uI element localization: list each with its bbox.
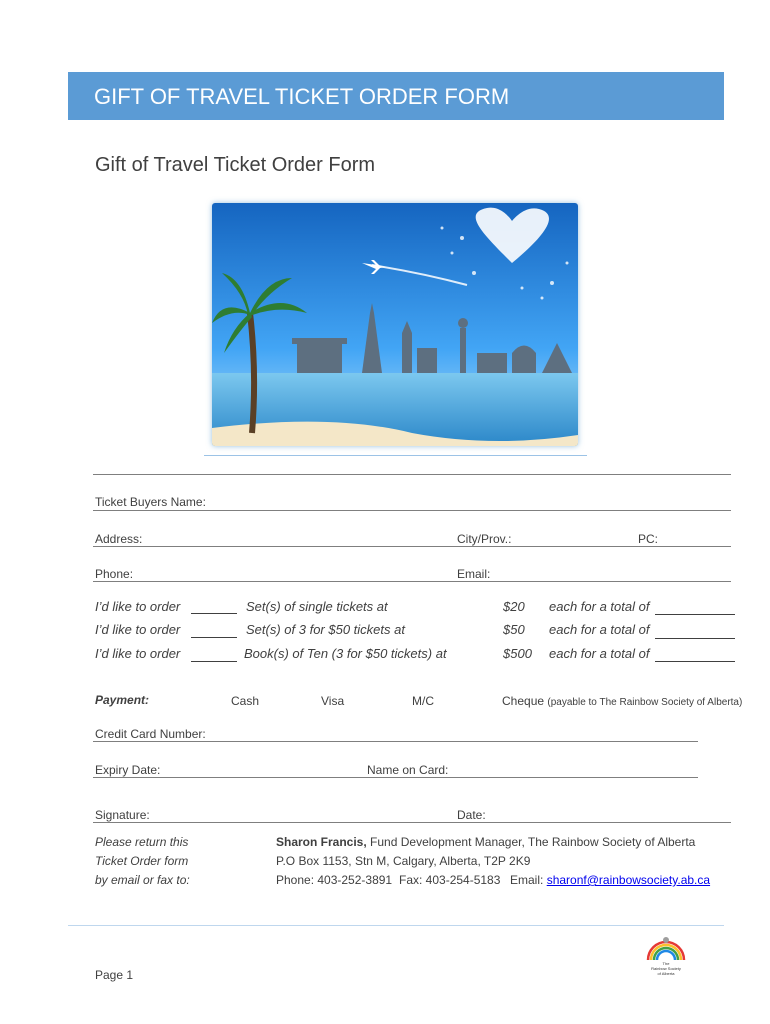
contact-email-label: Email: [510, 873, 544, 887]
phone-email-field[interactable] [93, 581, 731, 582]
payment-cash-option[interactable]: Cash [231, 694, 260, 708]
buyer-name-field[interactable] [93, 510, 731, 511]
card-number-field[interactable] [93, 741, 698, 742]
order-row-3-qty-field[interactable] [191, 661, 237, 662]
order-row-1-total-field[interactable] [655, 614, 735, 615]
address-label: Address: [95, 532, 143, 546]
order-row-1-prefix: I’d like to order [95, 599, 181, 614]
cheque-label: Cheque [502, 694, 545, 708]
payment-label: Payment: [95, 693, 150, 707]
order-row-1-item: Set(s) of single tickets at [246, 599, 388, 614]
pc-label: PC: [638, 532, 659, 546]
rainbow-society-logo [644, 932, 688, 980]
phone-label: Phone: [95, 567, 134, 581]
contact-name-line [276, 835, 695, 849]
order-row-2-qty-field[interactable] [191, 637, 237, 638]
date-label: Date: [457, 808, 486, 822]
order-row-1-suffix: each for a total of [549, 599, 650, 614]
city-label: City/Prov.: [457, 532, 512, 546]
email-label: Email: [457, 567, 491, 581]
contact-email-line [510, 873, 710, 887]
return-line-2: Ticket Order form [95, 854, 189, 868]
page-number: Page 1 [95, 968, 134, 982]
page-title: Gift of Travel Ticket Order Form [95, 154, 376, 176]
payment-cheque-option[interactable] [502, 694, 742, 708]
order-row-2-suffix: each for a total of [549, 622, 650, 637]
banner-title: GIFT OF TRAVEL TICKET ORDER FORM [94, 84, 510, 109]
order-row-1-price: $20 [503, 599, 525, 614]
order-row-3-total-field[interactable] [655, 661, 735, 662]
order-row-3-item: Book(s) of Ten (3 for $50 tickets) at [244, 646, 447, 661]
order-row-3-price: $500 [503, 646, 532, 661]
section-divider [93, 474, 731, 475]
signature-label: Signature: [95, 808, 150, 822]
contact-fax: Fax: 403-254-5183 [399, 873, 501, 887]
image-underline [204, 455, 587, 456]
order-row-1-qty-field[interactable] [191, 613, 237, 614]
expiry-name-field[interactable] [93, 777, 698, 778]
order-row-2-item: Set(s) of 3 for $50 tickets at [246, 622, 405, 637]
logo-text-2: Rainbow Society [651, 966, 681, 971]
contact-phone: Phone: 403-252-3891 [276, 873, 393, 887]
order-row-2-prefix: I’d like to order [95, 622, 181, 637]
logo-text-3: of Alberta [657, 971, 675, 976]
travel-landmarks-image [212, 203, 578, 446]
expiry-label: Expiry Date: [95, 763, 161, 777]
order-row-3-prefix: I’d like to order [95, 646, 181, 661]
return-line-1: Please return this [95, 835, 189, 849]
payment-visa-option[interactable]: Visa [321, 694, 345, 708]
order-row-2-price: $50 [503, 622, 525, 637]
order-row-3-suffix: each for a total of [549, 646, 650, 661]
buyer-name-label: Ticket Buyers Name: [95, 495, 206, 509]
contact-name: Sharon Francis, [276, 835, 367, 849]
address-field[interactable] [93, 546, 731, 547]
signature-date-field[interactable] [93, 822, 731, 823]
footer-divider [68, 925, 724, 926]
name-on-card-label: Name on Card: [367, 763, 449, 777]
contact-role: Fund Development Manager, The Rainbow Society of Alberta [370, 835, 696, 849]
logo-text [644, 961, 688, 976]
payment-mc-option[interactable]: M/C [412, 694, 434, 708]
contact-address: P.O Box 1153, Stn M, Calgary, Alberta, T2P 2K9 [276, 854, 531, 868]
cheque-note: (payable to The Rainbow Society of Alberta) [547, 697, 743, 708]
return-line-3: by email or fax to: [95, 873, 190, 887]
contact-email-link[interactable]: sharonf@rainbowsociety.ab.ca [546, 873, 711, 887]
order-row-2-total-field[interactable] [655, 638, 735, 639]
card-number-label: Credit Card Number: [95, 727, 206, 741]
logo-text-1: The [662, 961, 670, 966]
